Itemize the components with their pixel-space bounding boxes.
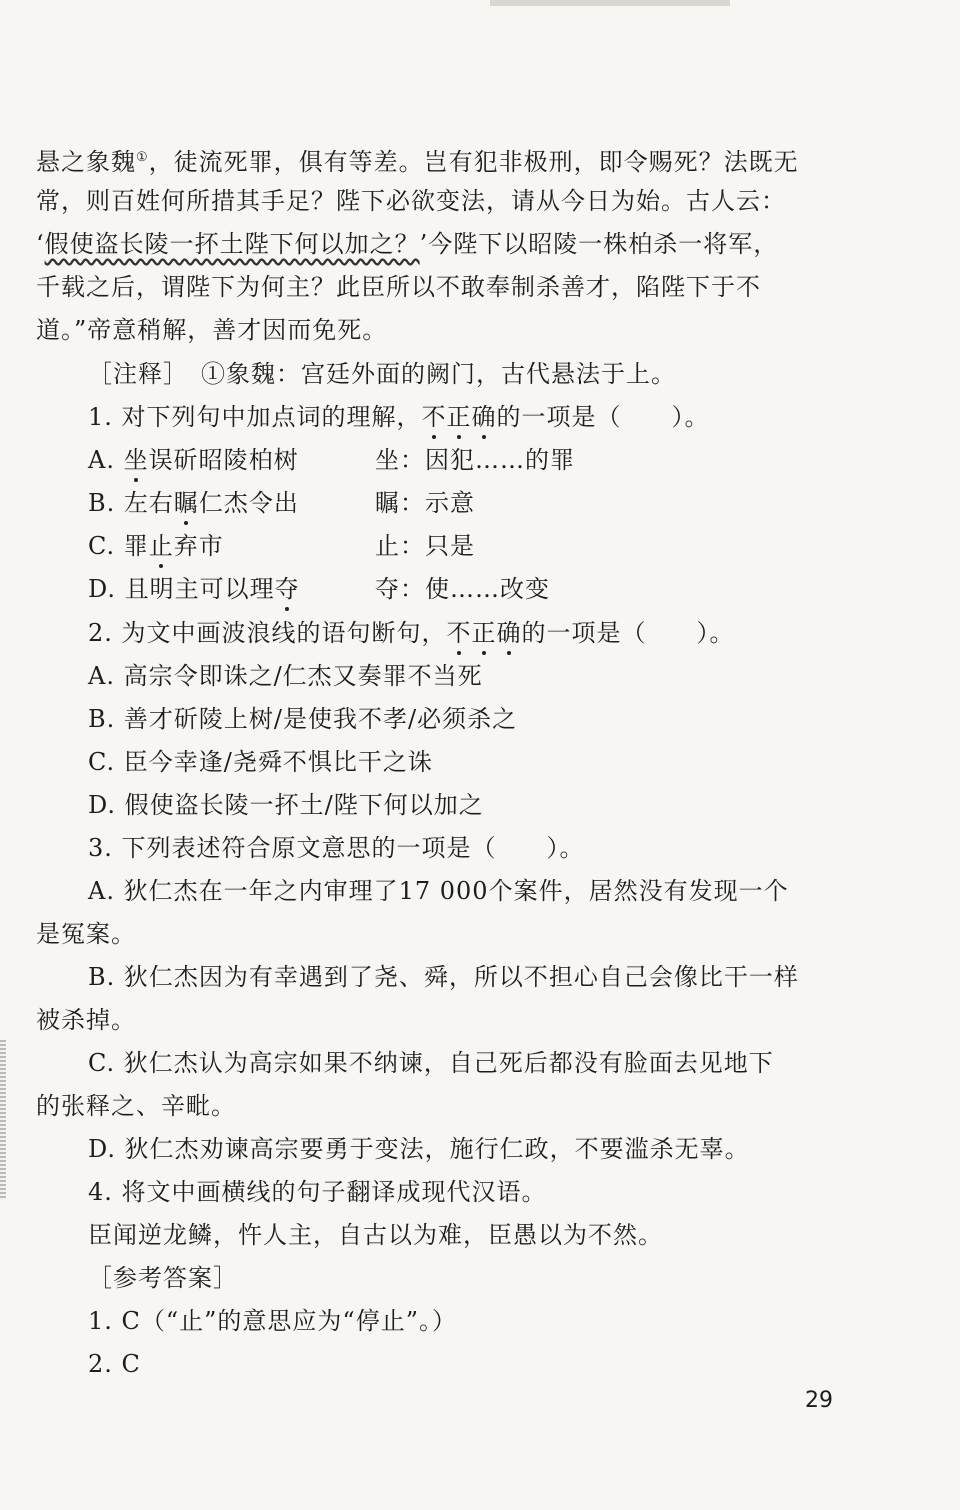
- question-3-option-c-cont: 的张释之、辛毗。: [36, 1092, 236, 1120]
- passage-line-3: [36, 229, 860, 259]
- dotted-char: 确: [471, 403, 497, 431]
- option-text: 仁杰令出: [198, 489, 299, 517]
- question-2-stem: [88, 618, 912, 648]
- stem-text: 的一项是（ ）。: [496, 403, 710, 431]
- passage-text: ，徒流死罪，俱有等差。岂有犯非极刑，即令赐死？法既无: [148, 148, 799, 176]
- wavy-underlined-sentence: 假使盗长陵一抔土陛下何以加之？: [44, 230, 420, 258]
- annotation-note: ［注释］ ①象魏：宫廷外面的阙门，古代悬法于上。: [88, 360, 676, 388]
- footnote-marker: ①: [136, 150, 149, 165]
- stem-text: 2. 为文中画波浪线的语句断句，: [88, 619, 447, 647]
- question-2-option-c: C. 臣今幸逢/尧舜不惧比干之诛: [88, 748, 433, 776]
- binding-edge: [0, 1040, 6, 1200]
- stem-text: 1. 对下列句中加点词的理解，: [88, 403, 422, 431]
- passage-line-5: 道。”帝意稍解，善才因而免死。: [36, 316, 388, 344]
- stem-text: 的一项是（ ）。: [521, 619, 735, 647]
- question-3-stem: 3. 下列表述符合原文意思的一项是（ ）。: [88, 834, 585, 862]
- option-text: B. 左右: [88, 489, 174, 517]
- question-2-option-a: A. 高宗令即诛之/仁杰又奏罪不当死: [88, 662, 483, 690]
- passage-line-2: 常，则百姓何所措其手足？陛下必欲变法，请从今日为始。古人云：: [36, 187, 786, 215]
- option-text: C. 罪: [88, 532, 149, 560]
- question-1-option-a: [88, 445, 912, 475]
- question-4-stem: 4. 将文中画横线的句子翻译成现代汉语。: [88, 1178, 547, 1206]
- passage-text: ‘: [36, 230, 45, 258]
- dotted-char: 坐: [123, 446, 149, 474]
- dotted-char: 止: [148, 532, 174, 560]
- dotted-char: 正: [471, 619, 497, 647]
- option-gloss: 止：只是: [375, 532, 475, 560]
- question-3-option-c: C. 狄仁杰认为高宗如果不纳谏，自己死后都没有脸面去见地下: [88, 1049, 774, 1077]
- passage-line-4: 千载之后，谓陛下为何主？此臣所以不敢奉制杀善才，陷陛下于不: [36, 273, 761, 301]
- question-3-option-a-cont: 是冤案。: [36, 920, 136, 948]
- question-1-option-d: [88, 574, 912, 604]
- dotted-char: 确: [496, 619, 522, 647]
- passage-text: ’今陛下以昭陵一株柏杀一将军，: [419, 230, 779, 258]
- page-number: 29: [805, 1388, 833, 1413]
- option-text: 弃市: [173, 532, 224, 560]
- question-1-option-c: [88, 531, 912, 561]
- dotted-char: 夺: [274, 575, 300, 603]
- question-2-option-b: B. 善才斫陵上树/是使我不孝/必须杀之: [88, 705, 518, 733]
- dotted-char: 不: [446, 619, 472, 647]
- scan-smudge: [490, 0, 730, 6]
- question-3-option-b: B. 狄仁杰因为有幸遇到了尧、舜，所以不担心自己会像比干一样: [88, 963, 799, 991]
- option-text: A.: [88, 446, 124, 474]
- question-1-stem: [88, 402, 912, 432]
- dotted-char: 不: [421, 403, 447, 431]
- passage-line-1: [36, 143, 860, 177]
- answer-1: 1. C（“止”的意思应为“停止”。）: [88, 1307, 457, 1335]
- option-gloss: 坐：因犯……的罪: [375, 446, 575, 474]
- option-gloss: 夺：使……改变: [375, 575, 550, 603]
- question-1-option-b: [88, 488, 912, 518]
- option-gloss: 瞩：示意: [375, 489, 475, 517]
- answers-heading: ［参考答案］: [88, 1264, 238, 1292]
- question-4-sentence: 臣闻逆龙鳞，忤人主，自古以为难，臣愚以为不然。: [88, 1221, 663, 1249]
- option-text: 误斫昭陵柏树: [148, 446, 299, 474]
- question-3-option-a: A. 狄仁杰在一年之内审理了17 000个案件，居然没有发现一个: [88, 877, 789, 905]
- answer-2: 2. C: [88, 1350, 141, 1378]
- passage-text: 悬之象魏: [36, 148, 136, 176]
- dotted-char: 正: [446, 403, 472, 431]
- question-3-option-b-cont: 被杀掉。: [36, 1006, 136, 1034]
- question-2-option-d: D. 假使盗长陵一抔土/陛下何以加之: [88, 791, 484, 819]
- option-text: D. 且明主可以理: [88, 575, 275, 603]
- dotted-char: 瞩: [173, 489, 199, 517]
- question-3-option-d: D. 狄仁杰劝谏高宗要勇于变法，施行仁政，不要滥杀无辜。: [88, 1135, 750, 1163]
